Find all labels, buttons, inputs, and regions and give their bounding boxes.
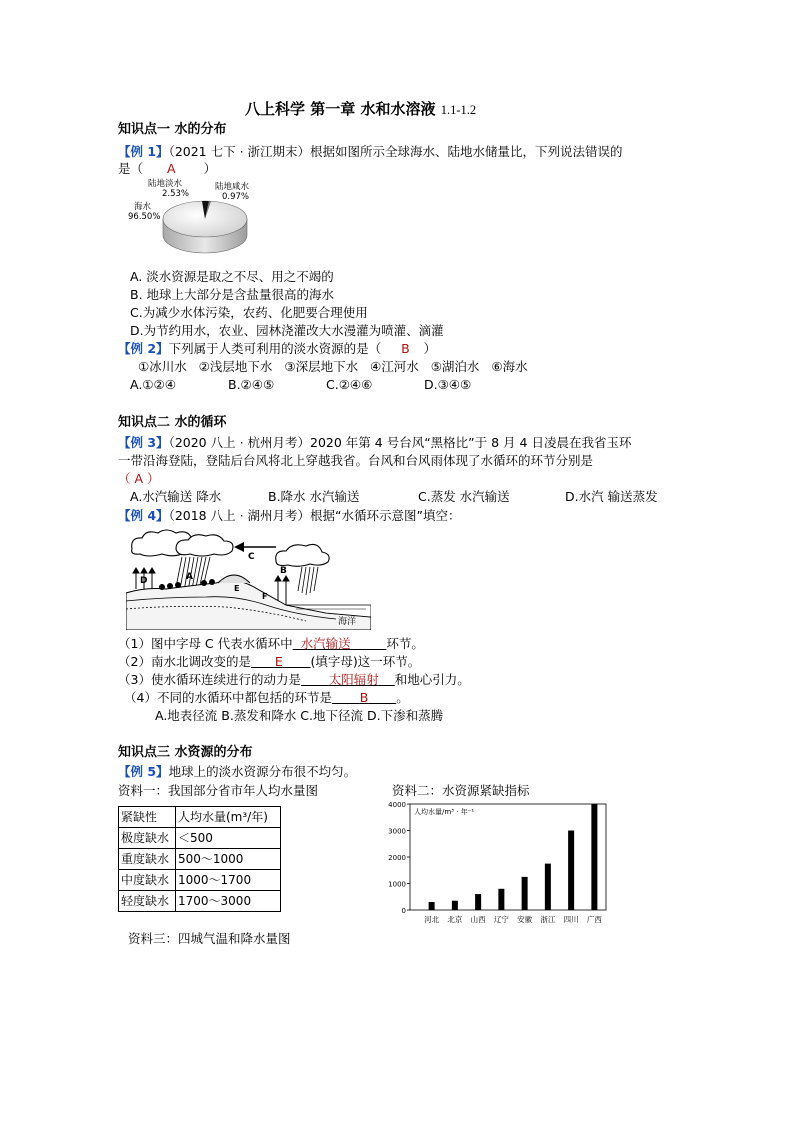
x-tick-label: 广西 — [586, 915, 602, 924]
y-tick-label: 3000 — [388, 827, 406, 836]
ex4-stem — [118, 507, 460, 524]
ex4-q4-pre: （4）不同的水循环中都包括的环节是 — [124, 690, 332, 705]
ex2-option-d: D.③④⑤ — [424, 377, 472, 392]
ex3-label: 【例 3】 — [118, 435, 169, 450]
table-cell: 1000～1700 — [176, 870, 281, 891]
ex4-label: 【例 4】 — [118, 508, 169, 523]
cloud-left-icon — [132, 530, 233, 556]
kp1-heading: 知识点一 水的分布 — [118, 122, 227, 137]
y-tick-label: 4000 — [388, 801, 406, 809]
ex4-q1-answer: 水汽输送 — [300, 636, 351, 651]
water-cycle-diagram — [126, 527, 371, 630]
x-tick-label: 山西 — [470, 915, 486, 924]
y-axis-label: 人均水量/m³ · 年⁻¹ — [414, 808, 475, 816]
ex1-paren-open: 是（ — [118, 161, 144, 176]
ex4-q2 — [118, 653, 420, 670]
table-cell: 中度缺水 — [119, 870, 176, 891]
pie-salt-label: 陆地咸水 — [215, 182, 250, 192]
pie-sea-value: 96.50% — [128, 212, 161, 222]
table-cell: 1700～3000 — [176, 891, 281, 912]
kp3-heading: 知识点三 水资源的分布 — [118, 745, 253, 760]
table-row — [119, 828, 281, 849]
bar-四川 — [568, 831, 574, 911]
pie-fresh-value: 2.53% — [162, 189, 190, 199]
ex5-stem-text: 地球上的淡水资源分布很不均匀。 — [168, 764, 357, 779]
y-tick-label: 1000 — [388, 880, 406, 889]
ex1-option-c: C.为减少水体污染，农药、化肥要合理使用 — [130, 305, 368, 320]
pie-fresh-label: 陆地淡水 — [148, 179, 183, 189]
ex3-answer: （ A ） — [118, 471, 160, 486]
chart-frame — [410, 804, 606, 910]
ex4-q4-options: A.地表径流 B.蒸发和降水 C.地下径流 D.下渗和蒸腾 — [155, 708, 444, 723]
ex3-option-d: D.水汽 输送蒸发 — [565, 489, 658, 504]
ex1-option-a: A. 淡水资源是取之不尽、用之不竭的 — [130, 269, 334, 284]
ex5-stem — [118, 763, 356, 780]
ex4-q4-post: 。 — [396, 690, 409, 705]
x-tick-label: 浙江 — [540, 915, 556, 924]
x-tick-label: 安徽 — [517, 915, 533, 924]
water-pie-chart — [118, 175, 268, 260]
ex4-q2-answer: E — [274, 654, 283, 669]
ex4-q3-answer: 太阳辐射 — [328, 672, 379, 687]
kp2-heading: 知识点二 水的循环 — [118, 415, 227, 430]
ex3-option-b: B.降水 水汽输送 — [268, 489, 360, 504]
ex4-q3-pre: （3）使水循环连续进行的动力是 — [118, 672, 301, 687]
page-title — [245, 101, 476, 119]
ex2-option-a: A.①②④ — [130, 377, 176, 392]
water-per-capita-bar-chart — [388, 798, 610, 930]
table-cell: 轻度缺水 — [119, 891, 176, 912]
arrow-c-icon — [234, 542, 244, 552]
table-cell: 极度缺水 — [119, 828, 176, 849]
ex3-option-c: C.蒸发 水汽输送 — [418, 489, 510, 504]
ex2-stem — [118, 340, 436, 357]
x-tick-label: 四川 — [563, 915, 579, 924]
x-tick-label: 河北 — [424, 915, 440, 924]
diagram-letter-a: A — [186, 572, 193, 582]
mountain-icon — [218, 575, 250, 583]
ex1-line1 — [118, 143, 623, 160]
x-tick-label: 北京 — [447, 915, 463, 924]
table-row — [119, 870, 281, 891]
ex2-stem-text: 下列属于人类可利用的淡水资源的是（ — [168, 341, 382, 356]
table-header-row — [119, 807, 281, 828]
ex1-answer: A — [167, 161, 176, 176]
ex1-paren-close: ） — [203, 161, 217, 176]
ex5-resource2: 资料二：水资源紧缺指标 — [392, 783, 530, 798]
ex5-resource1: 资料一：我国部分省市年人均水量图 — [118, 783, 319, 798]
pie-sea-label: 海水 — [134, 202, 152, 212]
y-tick-label: 0 — [401, 907, 406, 915]
ex3-line2: 一带沿海登陆，登陆后台风将北上穿越我省。台风和台风雨体现了水循环的环节分别是 — [118, 453, 594, 468]
ex4-q1-pre: （1）图中字母 C 代表水循环中 — [118, 636, 293, 651]
ex2-label: 【例 2】 — [118, 341, 169, 356]
ex4-q1 — [118, 635, 424, 652]
table-header-cell: 紧缺性 — [119, 807, 176, 828]
ex3-option-a: A.水汽输送 降水 — [130, 489, 222, 504]
diagram-sea-label: 海洋 — [338, 617, 357, 627]
bar-北京 — [452, 901, 458, 910]
x-tick-label: 辽宁 — [493, 915, 509, 924]
bar-浙江 — [545, 864, 551, 910]
table-header-cell: 人均水量(m³/年) — [176, 807, 281, 828]
table-cell: ＜500 — [176, 828, 281, 849]
bar-安徽 — [522, 877, 528, 910]
ex4-stem-text: （2018 八上 · 湖州月考）根据“水循环示意图”填空： — [168, 508, 461, 523]
bar-河北 — [429, 902, 435, 910]
ex5-resource3: 资料三：四城气温和降水量图 — [128, 931, 291, 946]
table-row — [119, 849, 281, 870]
ex4-q3 — [118, 671, 470, 688]
table-row — [119, 891, 281, 912]
ex2-option-b: B.②④⑤ — [228, 377, 275, 392]
ex4-q4-answer: B — [359, 690, 369, 705]
ex4-q3-post: 和地心引力。 — [394, 672, 470, 687]
table-cell: 重度缺水 — [119, 849, 176, 870]
cloud-right-icon — [276, 544, 329, 566]
ex3-line1 — [118, 434, 631, 451]
ex2-items: ①冰川水 ②浅层地下水 ③深层地下水 ④江河水 ⑤湖泊水 ⑥海水 — [138, 359, 528, 374]
title-range: 1.1-1.2 — [440, 103, 477, 117]
scarcity-table — [118, 806, 281, 912]
y-tick-label: 2000 — [388, 854, 406, 862]
rain-right — [298, 567, 318, 595]
table-cell: 500～1000 — [176, 849, 281, 870]
ex2-paren-close: ） — [423, 341, 437, 356]
chart-bars — [429, 804, 598, 910]
bar-辽宁 — [498, 889, 504, 910]
ex4-q2-post: (填字母)这一环节。 — [310, 654, 421, 669]
ex4-q4 — [124, 689, 409, 706]
title-main: 八上科学 第一章 水和水溶液 — [245, 100, 436, 118]
ex5-label: 【例 5】 — [118, 764, 169, 779]
bar-山西 — [475, 894, 481, 910]
ex1-label: 【例 1】 — [118, 144, 169, 159]
ex3-stem: （2020 八上 · 杭州月考）2020 年第 4 号台风“黑格比”于 8 月 4 日凌晨在我省玉环 — [168, 435, 632, 450]
ex4-q1-post: 环节。 — [386, 636, 424, 651]
pie-salt-value: 0.97% — [222, 192, 250, 202]
chart-axes — [407, 804, 606, 910]
ex4-q2-pre: （2）南水北调改变的是 — [118, 654, 251, 669]
bar-广西 — [591, 804, 597, 910]
ex1-stem: （2021 七下 · 浙江期末）根据如图所示全球海水、陆地水储量比，下列说法错误的 — [168, 144, 623, 159]
ex2-option-c: C.②④⑥ — [326, 377, 373, 392]
diagram-letter-c: C — [248, 552, 255, 562]
ex1-option-d: D.为节约用水，农业、园林浇灌改大水漫灌为喷灌、滴灌 — [130, 323, 444, 338]
diagram-letter-e: E — [234, 584, 240, 593]
diagram-letter-d: D — [140, 576, 148, 586]
diagram-letter-f: F — [262, 592, 268, 601]
ex2-answer: B — [401, 341, 410, 356]
ex1-option-b: B. 地球上大部分是含盐量很高的海水 — [130, 287, 335, 302]
diagram-letter-b: B — [280, 566, 287, 576]
